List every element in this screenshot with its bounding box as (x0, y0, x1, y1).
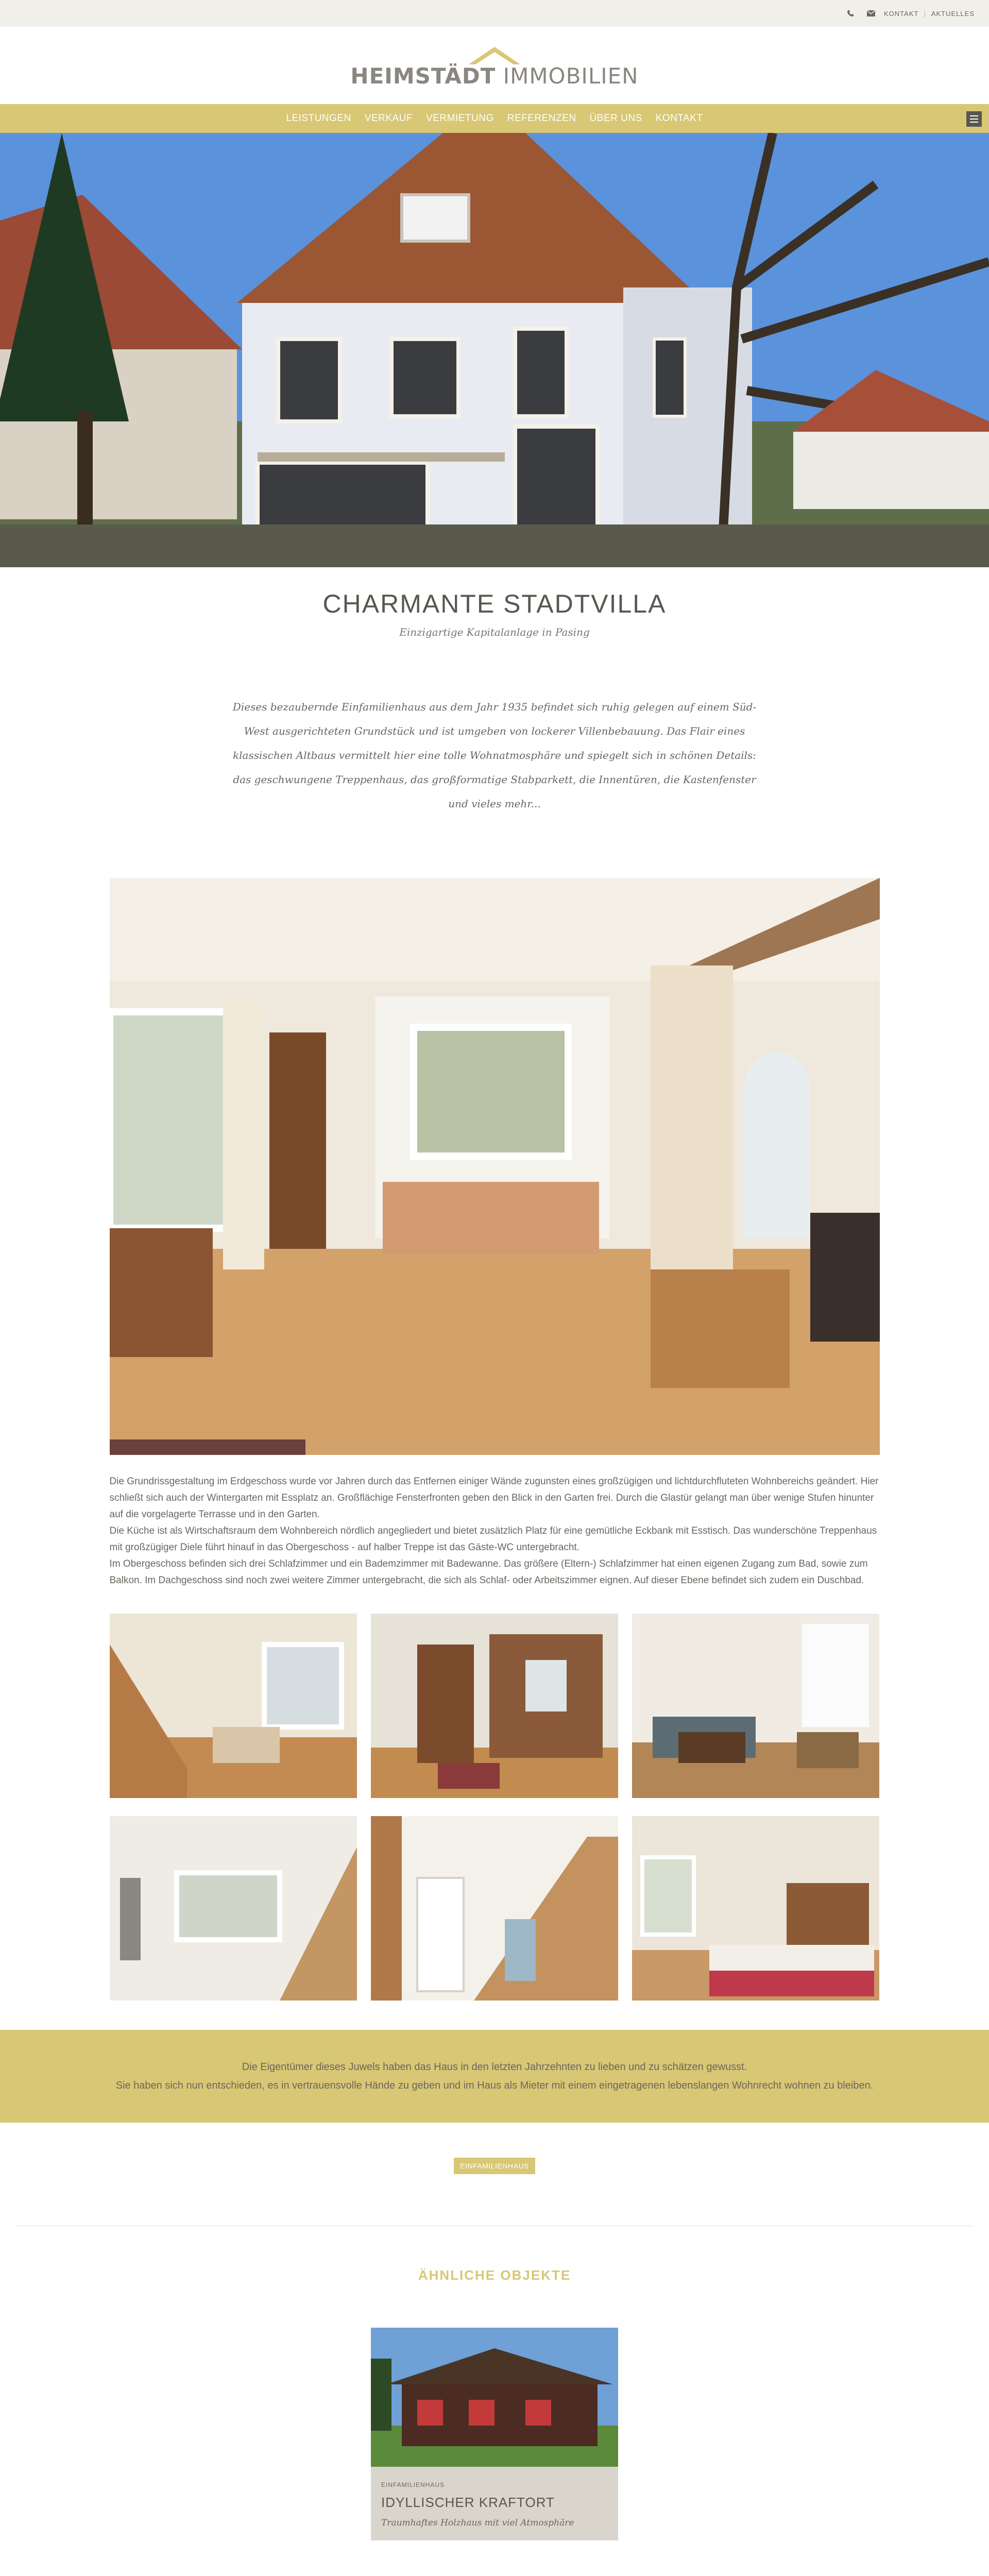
logo-wordmark: HEIMSTÄDT IMMOBILIEN (350, 63, 639, 89)
nav-item-vermietung[interactable]: VERMIETUNG (426, 113, 494, 124)
hamburger-menu-icon[interactable] (966, 111, 982, 127)
gallery-photo-library[interactable] (371, 1614, 618, 1798)
similar-object-photo (371, 2328, 618, 2467)
gallery-photo-hallway-window[interactable] (110, 1816, 357, 2001)
topbar-separator: | (924, 9, 926, 18)
description-paragraph: Im Obergeschoss befinden sich drei Schlafzimmer und ein Bademzimmer mit Badewanne. Das größere (Eltern-) Schlafzimmer hat einen eigenen Zugang zum Bad, sowie zum Balkon. Im Dachgeschoss sind noch zwei weitere Zimmer untergebracht, die sich als Schlaf- oder Arbeitszimmer eignen. Auf dieser Ebene befindet sich zudem ein Duschbad. (109, 1558, 868, 1586)
villa-photo (0, 133, 989, 567)
property-subtitle: Einzigartige Kapitalanlage in Pasing (399, 626, 590, 638)
card-subtitle: Traumhaftes Holzhaus mit viel Atmosphäre (381, 2518, 574, 2528)
card-category: EINFAMILIENHAUS (381, 2481, 445, 2488)
main-navigation (0, 104, 989, 133)
property-intro: Dieses bezaubernde Einfamilienhaus aus dem Jahr 1935 befindet sich ruhig gelegen auf einem Süd-West ausgerichteten Grundstück und ist umgeben von lockerer Villenbebauung. Das Flair eines klassischen Altbaus vermittelt hier eine tolle Wohnatmosphäre und spiegelt sich in schönen Details: das geschwungene Treppenhaus, das großformatige Stabparkett, die Innentüren, die Kastenfenster und vieles mehr... (232, 701, 757, 810)
hero-image (0, 133, 989, 567)
logo-roof-icon (466, 44, 523, 65)
card-title: IDYLLISCHER KRAFTORT (381, 2495, 555, 2510)
topbar-link-aktuelles[interactable]: AKTUELLES (931, 9, 975, 18)
gallery-photo-staircase[interactable] (371, 1816, 618, 2001)
header (0, 27, 989, 104)
gallery-photo-staircase-lounge[interactable] (110, 1614, 357, 1798)
nav-item-kontakt[interactable]: KONTAKT (655, 113, 703, 124)
nav-item-referenzen[interactable]: REFERENZEN (507, 113, 576, 124)
phone-icon[interactable] (843, 6, 858, 21)
nav-item-verkauf[interactable]: VERKAUF (364, 113, 413, 124)
description-paragraph: Die Grundrissgestaltung im Erdgeschoss wurde vor Jahren durch das Entfernen einiger Wände zugunsten eines großzügigen und lichtdurchfluteten Wohnbereichs geändert. Hier schließt sich auch der Wintergarten mit Essplatz an. Großflächige Fensterfronten geben den Blick in den Garten frei. Durch die Glastür gelangt man über wenige Stufen hinunter auf die vorgelagerte Terrasse und in den Garten. (109, 1476, 879, 1520)
site-logo[interactable] (350, 44, 638, 87)
property-title: CHARMANTE STADTVILLA (322, 589, 667, 618)
mail-icon[interactable] (863, 6, 879, 21)
similar-objects-heading: ÄHNLICHE OBJEKTE (418, 2267, 571, 2283)
nav-item-leistungen[interactable]: LEISTUNGEN (286, 113, 351, 124)
interior-living-room-photo (110, 878, 880, 1455)
gallery-photo-bedroom[interactable] (632, 1816, 879, 2001)
owner-note-line: Die Eigentümer dieses Juwels haben das Haus in den letzten Jahrzehnten zu lieben und zu schätzen gewusst. (242, 2061, 747, 2073)
similar-object-card[interactable] (371, 2328, 618, 2540)
owner-note-line: Sie haben sich nun entschieden, es in vertrauensvolle Hände zu geben und im Haus als Mieter mit einem eingetragenen lebenslangen Wohnrecht wohnen zu bleiben. (115, 2080, 874, 2091)
nav-item-ueber-uns[interactable]: ÜBER UNS (589, 113, 642, 124)
gallery-photo-living-room[interactable] (632, 1614, 879, 1798)
topbar-link-kontakt[interactable]: KONTAKT (884, 9, 919, 18)
photo-gallery (110, 1614, 880, 2001)
top-utility-bar (0, 0, 989, 27)
category-tag[interactable]: EINFAMILIENHAUS (454, 2158, 535, 2174)
owner-note-band (0, 2030, 989, 2123)
description-paragraph: Die Küche ist als Wirtschaftsraum dem Wohnbereich nördlich angegliedert und bietet zusätzlich Platz für eine gemütliche Eckbank mit Esstisch. Das wunderschöne Treppenhaus mit großzügiger Diele führt hinauf in das Obergeschoss - auf halber Treppe ist das Gäste-WC untergebracht. (109, 1526, 877, 1553)
property-description (110, 1473, 880, 1589)
